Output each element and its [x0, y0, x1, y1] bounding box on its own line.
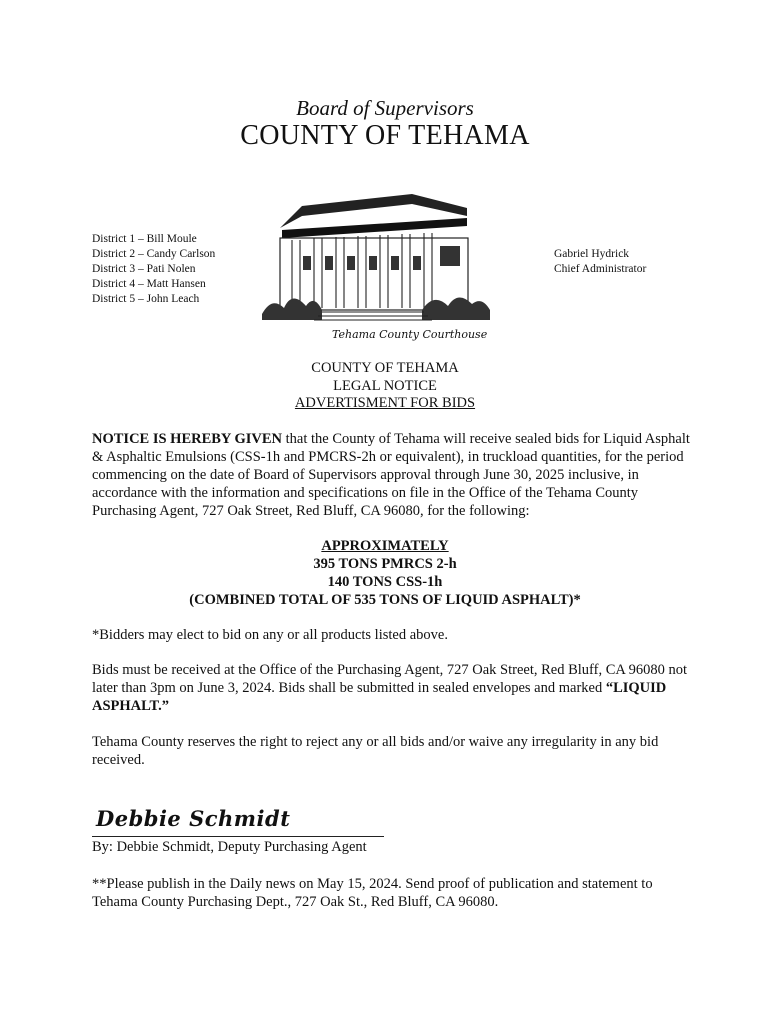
quantity-total: (COMBINED TOTAL OF 535 TONS OF LIQUID ASPHALT)*	[189, 592, 581, 608]
district-item: District 3 – Pati Nolen	[92, 263, 196, 275]
notice-legal: LEGAL NOTICE	[333, 377, 437, 394]
approximately-heading: APPROXIMATELY	[321, 538, 449, 554]
signature-line	[92, 836, 384, 837]
quantities-block	[0, 537, 770, 609]
notice-body: that the County of Tehama will receive sealed bids for Liquid Asphalt & Asphaltic Emulsions (CSS-1h and PMCRS-2h or equivalent), in truckload quantities, for the period commencing on the date of Board of Supervisors approval through June 30, 2025 inclusive, in accordance with the information and specifications on file in the Office of the Tehama County Purchasing Agent, 727 Oak Street, Red Bluff, CA 96080, for the following:	[92, 431, 690, 519]
county-title: COUNTY OF TEHAMA	[240, 120, 530, 151]
quantity-item: 395 TONS PMRCS 2-h	[313, 556, 457, 572]
submission-marking: “LIQUID ASPHALT.”	[92, 680, 667, 714]
district-list	[92, 232, 215, 307]
notice-advertisement: ADVERTISMENT FOR BIDS	[294, 395, 476, 411]
reservation-paragraph: Tehama County reserves the right to reject any or all bids and/or waive any irregularity in any bid received.	[92, 734, 659, 768]
notice-lead: NOTICE IS HEREBY GIVEN	[92, 431, 283, 447]
notice-heading	[0, 360, 770, 413]
publication-note: **Please publish in the Daily news on May 15, 2024. Send proof of publication and statement to Tehama County Purchasing Dept., 727 Oak St., Red Bluff, CA 96080.	[92, 876, 653, 910]
submission-paragraph	[92, 661, 692, 715]
notice-paragraph	[92, 430, 692, 520]
courthouse-caption: Tehama County Courthouse	[332, 328, 488, 341]
signature: Debbie Schmidt	[96, 806, 291, 831]
bidders-note: *Bidders may elect to bid on any or all products listed above.	[92, 627, 448, 643]
courthouse-illustration	[262, 186, 492, 342]
district-item: District 1 – Bill Moule	[92, 233, 197, 245]
quantity-item: 140 TONS CSS-1h	[327, 574, 443, 590]
administrator-block	[554, 247, 646, 277]
submission-text: Bids must be received at the Office of the Purchasing Agent, 727 Oak Street, Red Bluff, CA 96080 not later than 3pm on June 3, 2024. Bids shall be submitted in sealed envelopes and marked	[92, 662, 688, 696]
district-item: District 4 – Matt Hansen	[92, 278, 206, 290]
notice-county: COUNTY OF TEHAMA	[311, 360, 459, 376]
district-item: District 5 – John Leach	[92, 293, 200, 305]
administrator-title: Chief Administrator	[554, 263, 647, 275]
board-subtitle: Board of Supervisors	[296, 96, 474, 120]
administrator-name: Gabriel Hydrick	[554, 248, 630, 260]
signatory-line: By: Debbie Schmidt, Deputy Purchasing Agent	[92, 839, 367, 855]
district-item: District 2 – Candy Carlson	[92, 248, 216, 260]
